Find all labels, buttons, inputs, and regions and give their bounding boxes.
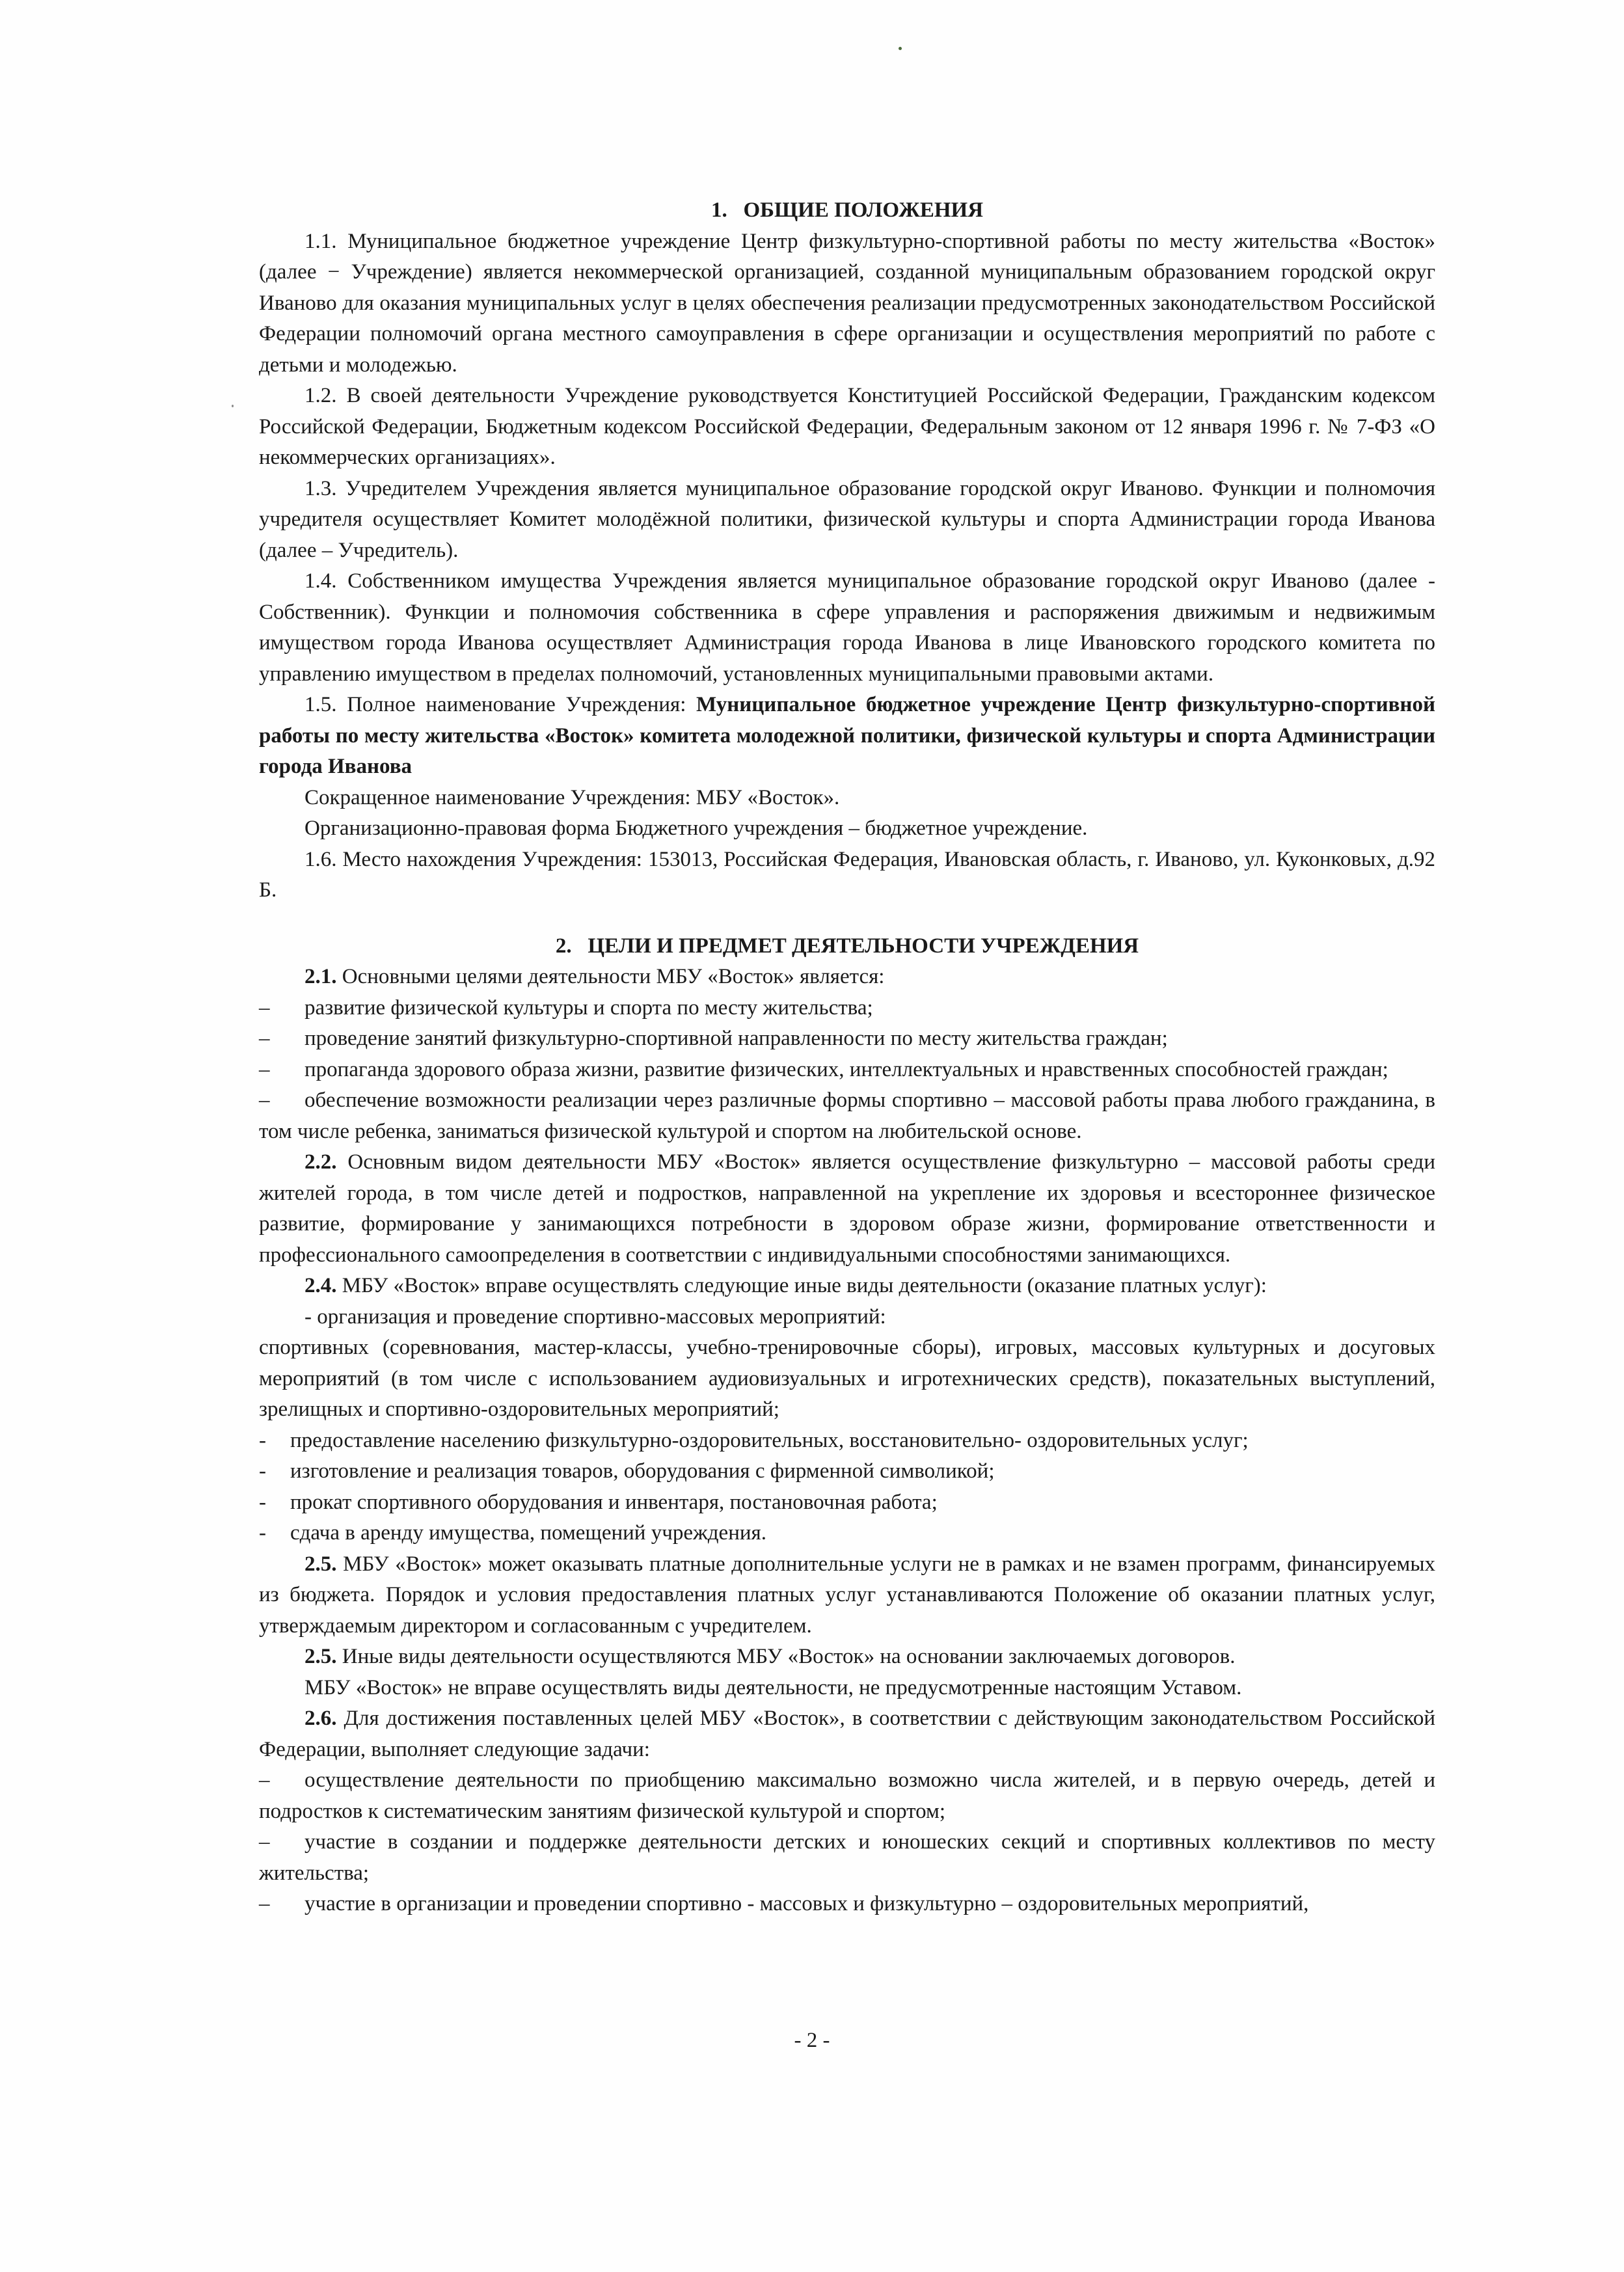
clause-2-5-other	[259, 1642, 1435, 1673]
clause-2-2	[259, 1147, 1435, 1271]
dash-mark: –	[259, 1089, 270, 1112]
service-text: предоставление населению физкультурно-оздоровительных, восстановительно- оздоровительных услуг;	[290, 1428, 1249, 1452]
goal-item	[259, 1023, 1435, 1055]
task-text: осуществление деятельности по приобщению максимально возможно числа жителей, и в первую очередь, детей и подростков к систематическим занятиям физической культурой и спортом;	[259, 1768, 1435, 1823]
task-text: участие в организации и проведении спортивно - массовых и физкультурно – оздоровительных мероприятий,	[304, 1892, 1309, 1915]
task-item	[259, 1765, 1435, 1827]
clause-text: Основными целями деятельности МБУ «Восток» является:	[336, 965, 885, 988]
clause-1-5	[259, 690, 1435, 783]
dash-mark: –	[259, 1892, 270, 1915]
legal-form: Организационно-правовая форма Бюджетного учреждения – бюджетное учреждение.	[304, 817, 1088, 840]
hyphen-mark: -	[259, 1459, 266, 1483]
goal-text: проведение занятий физкультурно-спортивной направленности по месту жительства граждан;	[304, 1027, 1168, 1050]
service-item	[259, 1456, 1435, 1487]
goal-text: развитие физической культуры и спорта по месту жительства;	[304, 995, 873, 1020]
dash-mark: –	[259, 1027, 270, 1050]
task-item	[259, 1889, 1435, 1920]
goal-item	[259, 1055, 1435, 1086]
clause-number: 2.2.	[304, 1150, 337, 1174]
hyphen-mark: -	[259, 1490, 266, 1514]
clause-1-1: 1.1. Муниципальное бюджетное учреждение Центр физкультурно-спортивной работы по месту жительства «Восток» (далее − Учреждение) является некоммерческой организацией, созданной муниципальным образованием городской округ Иваново для оказания муниципальных услуг в целях обеспечения реализации предусмотренных законодательством Российской Федерации полномочий органа местного самоуправления в сфере организации и осуществления мероприятий по работе с детьми и молодежью.	[259, 229, 1435, 377]
goal-item	[259, 993, 1435, 1024]
clause-number: 2.5.	[304, 1552, 337, 1576]
service-item	[259, 1518, 1435, 1549]
clause-number: 2.6.	[304, 1707, 337, 1730]
clause-1-3: 1.3. Учредителем Учреждения является муниципальное образование городской округ Иваново. Функции и полномочия учредителя осуществляет Комитет молодёжной политики, физической культуры и спорта Администрации города Иванова (далее – Учредитель).	[259, 476, 1435, 562]
clause-2-1	[259, 962, 1435, 993]
clause-text: Для достижения поставленных целей МБУ «Восток», в соответствии с действующим законодательством Российской Федерации, выполняет следующие задачи:	[259, 1707, 1435, 1761]
goal-text: обеспечение возможности реализации через различные формы спортивно – массовой работы права любого гражданина, в том числе ребенка, заниматься физической культурой и спортом на любительской основе.	[259, 1089, 1435, 1143]
scan-speck	[232, 405, 234, 407]
clause-text: Основным видом деятельности МБУ «Восток» является осуществление физкультурно – массовой работы среди жителей города, в том числе детей и подростков, направленной на укрепление их здоровья и всестороннее физическое развитие, формирование у занимающихся потребности в здоровом образе жизни, формирование ответственности и профессионального самоопределения в соответствии с индивидуальными способностями занимающихся.	[259, 1150, 1435, 1267]
goal-text: пропаганда здорового образа жизни, развитие физических, интеллектуальных и нравственных способностей граждан;	[304, 1057, 1388, 1081]
service-text: прокат спортивного оборудования и инвентаря, постановочная работа;	[290, 1490, 938, 1514]
task-item	[259, 1827, 1435, 1889]
task-text: участие в создании и поддержке деятельности детских и юношеских секций и спортивных коллективов по месту жительства;	[259, 1830, 1435, 1885]
dash-mark: –	[259, 1057, 270, 1081]
short-name: Сокращенное наименование Учреждения: МБУ «Восток».	[304, 785, 840, 809]
clause-2-5-paid	[259, 1549, 1435, 1642]
clause-text: МБУ «Восток» может оказывать платные дополнительные услуги не в рамках и не взамен программ, финансируемых из бюджета. Порядок и условия предоставления платных услуг устанавливаются Положение об оказании платных услуг, утверждаемым директором и согласованным с учредителем.	[259, 1552, 1435, 1638]
section-2-title: 2. ЦЕЛИ И ПРЕДМЕТ ДЕЯТЕЛЬНОСТИ УЧРЕЖДЕНИЯ	[555, 934, 1139, 958]
clause-1-5-lead: 1.5. Полное наименование Учреждения:	[304, 693, 697, 716]
clause-2-6	[259, 1703, 1435, 1765]
clause-2-5-restriction: МБУ «Восток» не вправе осуществлять виды деятельности, не предусмотренные настоящим Уставом.	[304, 1675, 1242, 1699]
service-item	[259, 1426, 1435, 1457]
hyphen-mark: -	[259, 1428, 266, 1452]
hyphen-mark: -	[259, 1521, 266, 1545]
section-1-title: 1. ОБЩИЕ ПОЛОЖЕНИЯ	[710, 198, 984, 222]
clause-number: 2.4.	[304, 1274, 337, 1297]
scan-speck	[899, 47, 902, 50]
events-organization: - организация и проведение спортивно-массовых мероприятий:	[304, 1305, 886, 1329]
clause-number: 2.1.	[304, 965, 337, 988]
events-list: спортивных (соревнования, мастер-классы, учебно-тренировочные сборы), игровых, массовых культурных и досуговых мероприятий (в том числе с использованием аудиовизуальных и игротехнических средств), показательных выступлений, зрелищных и спортивно-оздоровительных мероприятий;	[259, 1336, 1435, 1421]
service-item	[259, 1487, 1435, 1519]
dash-mark: –	[259, 1768, 270, 1792]
clause-1-2: 1.2. В своей деятельности Учреждение руководствуется Конституцией Российской Федерации, Гражданским кодексом Российской Федерации, Бюджетным кодексом Российской Федерации, Федеральным законом от 12 января 1996 г. № 7-ФЗ «О некоммерческих организациях».	[259, 384, 1435, 469]
full-name-bold: Муниципальное бюджетное учреждение Центр физкультурно-спортивной работы по месту жительства «Восток» комитета молодежной политики, физической культуры и спорта Администрации города Иванова	[259, 693, 1435, 778]
dash-mark: –	[259, 995, 270, 1020]
clause-1-4: 1.4. Собственником имущества Учреждения является муниципальное образование городской округ Иваново (далее - Собственник). Функции и полномочия собственника в сфере управления и распоряжения движимым и недвижимым имуществом города Иванова осуществляет Администрация города Иванова в лице Ивановского городского комитета по управлению имуществом в пределах полномочий, установленных муниципальными правовыми актами.	[259, 569, 1435, 686]
goal-item	[259, 1085, 1435, 1147]
clause-2-4	[259, 1271, 1435, 1302]
document-body	[259, 195, 1435, 1920]
clause-text: Иные виды деятельности осуществляются МБУ «Восток» на основании заключаемых договоров.	[336, 1645, 1236, 1668]
dash-mark: –	[259, 1830, 270, 1854]
service-text: изготовление и реализация товаров, оборудования с фирменной символикой;	[290, 1459, 995, 1483]
page-number: - 2 -	[794, 2029, 830, 2052]
clause-number: 2.5.	[304, 1645, 337, 1668]
clause-text: МБУ «Восток» вправе осуществлять следующие иные виды деятельности (оказание платных услуг):	[336, 1274, 1267, 1297]
clause-1-6: 1.6. Место нахождения Учреждения: 153013, Российская Федерация, Ивановская область, г. Иваново, ул. Куконковых, д.92 Б.	[259, 847, 1435, 902]
service-text: сдача в аренду имущества, помещений учреждения.	[290, 1521, 766, 1545]
